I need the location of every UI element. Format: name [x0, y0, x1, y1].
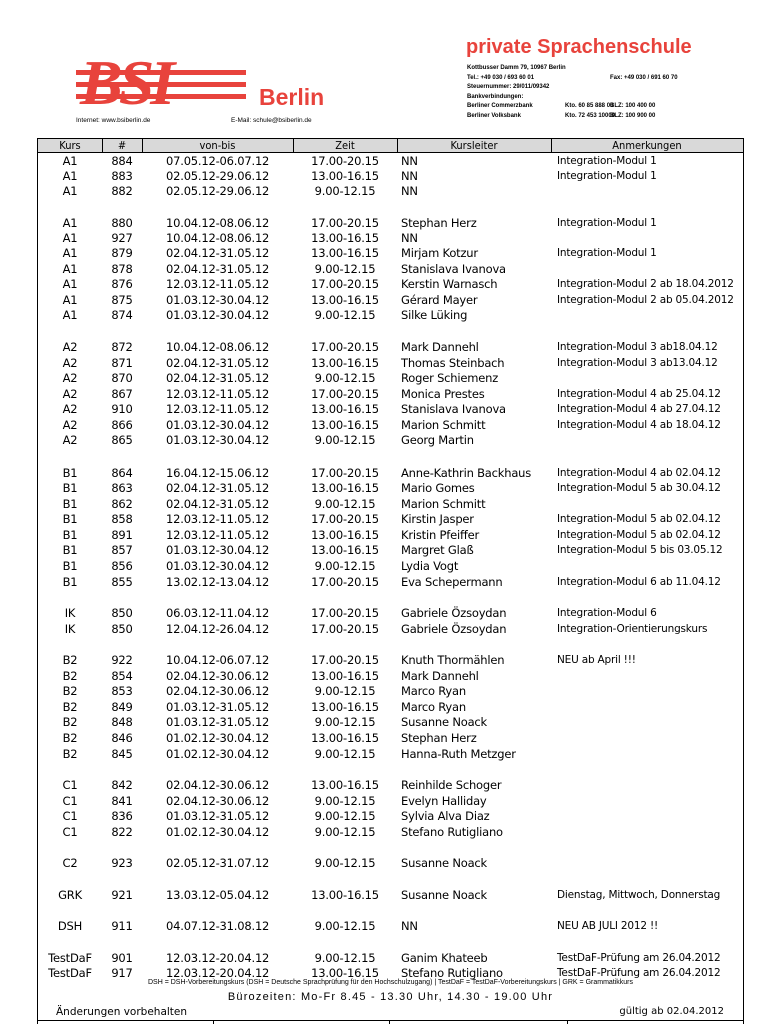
teacher-cell: Hanna-Ruth Metzger	[401, 747, 516, 761]
time-cell: 13.00-16.15	[311, 246, 379, 260]
time-cell: 13.00-16.15	[311, 356, 379, 370]
time-cell: 13.00-16.15	[311, 231, 379, 245]
kurs-cell: A1	[62, 308, 78, 322]
date-range-cell: 12.03.12-11.05.12	[166, 387, 270, 401]
teacher-cell: Silke Lüking	[401, 308, 468, 322]
teacher-cell: Marco Ryan	[401, 700, 466, 714]
course-number-cell: 875	[111, 293, 133, 307]
teacher-cell: Knuth Thormählen	[401, 653, 505, 667]
notes-cell: Integration-Modul 1	[557, 217, 657, 229]
notes-cell: Integration-Modul 4 ab 27.04.12	[557, 403, 721, 415]
kurs-cell: B1	[62, 575, 78, 589]
column-header-kurs: Kurs	[59, 139, 81, 152]
time-cell: 17.00-20.15	[311, 606, 379, 620]
teacher-cell: Marion Schmitt	[401, 497, 486, 511]
teacher-cell: Stefano Rutigliano	[401, 966, 503, 980]
teacher-cell: Kristin Pfeiffer	[401, 528, 480, 542]
course-number-cell: 856	[111, 559, 133, 573]
time-cell: 9.00-12.15	[314, 715, 376, 729]
time-cell: 9.00-12.15	[314, 794, 376, 808]
course-number-cell: 880	[111, 216, 133, 230]
time-cell: 17.00-20.15	[311, 622, 379, 636]
time-cell: 9.00-12.15	[314, 497, 376, 511]
teacher-cell: Stefano Rutigliano	[401, 825, 503, 839]
column-header-number: #	[117, 139, 127, 152]
date-range-cell: 01.03.12-31.05.12	[166, 700, 270, 714]
date-range-cell: 02.04.12-31.05.12	[166, 497, 270, 511]
bank2-name: Berliner Volksbank	[467, 112, 521, 119]
course-number-cell: 848	[111, 715, 133, 729]
date-range-cell: 16.04.12-15.06.12	[166, 466, 270, 480]
kurs-cell: C1	[62, 778, 78, 792]
time-cell: 9.00-12.15	[314, 262, 376, 276]
date-range-cell: 01.03.12-30.04.12	[166, 418, 270, 432]
date-range-cell: 10.04.12-08.06.12	[166, 231, 270, 245]
course-number-cell: 882	[111, 184, 133, 198]
time-cell: 17.00-20.15	[311, 512, 379, 526]
fax: Fax: +49 030 / 691 60 70	[610, 74, 678, 81]
time-cell: 9.00-12.15	[314, 308, 376, 322]
changes-note: Änderungen vorbehalten	[56, 1006, 188, 1018]
time-cell: 9.00-12.15	[314, 684, 376, 698]
teacher-cell: Reinhilde Schoger	[401, 778, 502, 792]
course-number-cell: 921	[111, 888, 133, 902]
teacher-cell: Susanne Noack	[401, 715, 488, 729]
street: Kottbusser Damm 79, 10967 Berlin	[467, 65, 566, 71]
footer-divider	[37, 1020, 38, 1024]
time-cell: 13.00-16.15	[311, 543, 379, 557]
kurs-cell: A1	[62, 246, 78, 260]
date-range-cell: 12.03.12-20.04.12	[166, 951, 270, 965]
date-range-cell: 02.04.12-30.06.12	[166, 669, 270, 683]
date-range-cell: 02.05.12-29.06.12	[166, 184, 270, 198]
footer-divider	[213, 1020, 214, 1024]
kurs-cell: B1	[62, 528, 78, 542]
teacher-cell: Anne-Kathrin Backhaus	[401, 466, 532, 480]
office-hours: Bürozeiten: Mo-Fr 8.45 - 13.30 Uhr, 14.30 - 19.00 Uhr	[227, 991, 554, 1003]
teacher-cell: NN	[401, 919, 418, 933]
course-number-cell: 850	[111, 606, 133, 620]
course-number-cell: 842	[111, 778, 133, 792]
date-range-cell: 02.04.12-31.05.12	[166, 356, 270, 370]
time-cell: 9.00-12.15	[314, 747, 376, 761]
bank1-kto: Kto. 60 85 888 00	[565, 103, 614, 109]
date-range-cell: 12.03.12-11.05.12	[166, 277, 270, 291]
date-range-cell: 07.05.12-06.07.12	[166, 154, 270, 168]
teacher-cell: Susanne Noack	[401, 888, 488, 902]
teacher-cell: Kirstin Jasper	[401, 512, 474, 526]
teacher-cell: Mark Dannehl	[401, 669, 479, 683]
kurs-cell: A1	[62, 169, 78, 183]
teacher-cell: NN	[401, 154, 418, 168]
kurs-cell: A1	[62, 184, 78, 198]
kurs-cell: B2	[62, 684, 78, 698]
teacher-cell: Georg Martin	[401, 433, 474, 447]
teacher-cell: Eva Schepermann	[401, 575, 503, 589]
kurs-cell: A2	[62, 371, 78, 385]
legend: DSH = DSH-Vorbereitungskurs (DSH = Deutsche Sprachprüfung für den Hochschulzugang) | TestDaF = TestDaF-Vorbereitungskurs | GRK = Grammatikkurs	[147, 979, 634, 986]
time-cell: 17.00-20.15	[311, 653, 379, 667]
course-number-cell: 923	[111, 856, 133, 870]
column-header-dates: von-bis	[199, 139, 236, 152]
course-number-cell: 911	[111, 919, 133, 933]
notes-cell: Integration-Orientierungskurs	[557, 623, 708, 635]
bank2-kto: Kto. 72 453 10000	[565, 112, 616, 119]
kurs-cell: C1	[62, 809, 78, 823]
course-number-cell: 867	[111, 387, 133, 401]
notes-cell: Integration-Modul 3 ab18.04.12	[557, 341, 718, 353]
bank1-blz: BLZ: 100 400 00	[610, 103, 656, 109]
date-range-cell: 02.04.12-31.05.12	[166, 481, 270, 495]
teacher-cell: Susanne Noack	[401, 856, 488, 870]
date-range-cell: 02.04.12-31.05.12	[166, 262, 270, 276]
time-cell: 13.00-16.15	[311, 888, 379, 902]
course-number-cell: 891	[111, 528, 133, 542]
date-range-cell: 12.03.12-11.05.12	[166, 512, 270, 526]
notes-cell: Dienstag, Mittwoch, Donnerstag	[557, 889, 721, 901]
notes-cell: NEU ab April !!!	[557, 654, 636, 666]
date-range-cell: 01.03.12-30.04.12	[166, 293, 270, 307]
course-number-cell: 863	[111, 481, 133, 495]
course-number-cell: 855	[111, 575, 133, 589]
course-number-cell: 917	[111, 966, 133, 980]
time-cell: 13.00-16.15	[311, 293, 379, 307]
course-number-cell: 871	[111, 356, 133, 370]
kurs-cell: TestDaF	[48, 951, 92, 965]
time-cell: 9.00-12.15	[314, 856, 376, 870]
column-header-time: Zeit	[335, 139, 355, 152]
teacher-cell: Stephan Herz	[401, 216, 477, 230]
teacher-cell: Gérard Mayer	[401, 293, 478, 307]
time-cell: 13.00-16.15	[311, 481, 379, 495]
tax-number: Steuernummer: 29/011/09342	[467, 84, 550, 90]
valid-from: gültig ab 02.04.2012	[619, 1006, 724, 1017]
time-cell: 17.00-20.15	[311, 575, 379, 589]
time-cell: 13.00-16.15	[311, 669, 379, 683]
teacher-cell: NN	[401, 184, 418, 198]
course-number-cell: 910	[111, 402, 133, 416]
date-range-cell: 01.02.12-30.04.12	[166, 731, 270, 745]
notes-cell: Integration-Modul 3 ab13.04.12	[557, 357, 718, 369]
time-cell: 13.00-16.15	[311, 418, 379, 432]
teacher-cell: Lydia Vogt	[401, 559, 459, 573]
footer-divider	[389, 1020, 390, 1024]
email-address: E-Mail: schule@bsiberlin.de	[231, 117, 312, 124]
course-number-cell: 822	[111, 825, 133, 839]
kurs-cell: B1	[62, 543, 78, 557]
course-number-cell: 876	[111, 277, 133, 291]
kurs-cell: GRK	[58, 888, 82, 902]
date-range-cell: 10.04.12-06.07.12	[166, 653, 270, 667]
date-range-cell: 01.03.12-30.04.12	[166, 559, 270, 573]
time-cell: 17.00-20.15	[311, 387, 379, 401]
date-range-cell: 10.04.12-08.06.12	[166, 216, 270, 230]
kurs-cell: A1	[62, 154, 78, 168]
course-number-cell: 879	[111, 246, 133, 260]
teacher-cell: NN	[401, 169, 418, 183]
date-range-cell: 01.03.12-31.05.12	[166, 809, 270, 823]
course-number-cell: 865	[111, 433, 133, 447]
course-number-cell: 845	[111, 747, 133, 761]
column-header-teacher: Kursleiter	[450, 139, 498, 152]
date-range-cell: 04.07.12-31.08.12	[166, 919, 270, 933]
teacher-cell: Roger Schiemenz	[401, 371, 499, 385]
notes-cell: Integration-Modul 4 ab 25.04.12	[557, 388, 721, 400]
notes-cell: Integration-Modul 6	[557, 607, 657, 619]
bank-title: Bankverbindungen:	[467, 93, 524, 100]
kurs-cell: B1	[62, 497, 78, 511]
logo-text: BSI	[80, 52, 172, 108]
time-cell: 13.00-16.15	[311, 700, 379, 714]
date-range-cell: 02.04.12-30.06.12	[166, 778, 270, 792]
kurs-cell: B1	[62, 559, 78, 573]
date-range-cell: 02.04.12-30.06.12	[166, 794, 270, 808]
kurs-cell: B2	[62, 669, 78, 683]
kurs-cell: B1	[62, 466, 78, 480]
bank2-blz: BLZ: 100 900 00	[610, 112, 656, 119]
teacher-cell: Stanislava Ivanova	[401, 262, 506, 276]
kurs-cell: A1	[62, 231, 78, 245]
date-range-cell: 12.03.12-11.05.12	[166, 402, 270, 416]
notes-cell: Integration-Modul 1	[557, 155, 657, 167]
date-range-cell: 13.03.12-05.04.12	[166, 888, 270, 902]
course-number-cell: 857	[111, 543, 133, 557]
course-number-cell: 870	[111, 371, 133, 385]
kurs-cell: A1	[62, 277, 78, 291]
teacher-cell: Mirjam Kotzur	[401, 246, 478, 260]
date-range-cell: 02.05.12-29.06.12	[166, 169, 270, 183]
notes-cell: Integration-Modul 2 ab 18.04.2012	[557, 278, 734, 290]
course-number-cell: 927	[111, 231, 133, 245]
logo-city: Berlin	[259, 84, 325, 110]
teacher-cell: Thomas Steinbach	[401, 356, 505, 370]
internet-address: Internet: www.bsiberlin.de	[76, 117, 151, 124]
kurs-cell: IK	[64, 606, 76, 620]
notes-cell: Integration-Modul 2 ab 05.04.2012	[557, 294, 734, 306]
column-header-notes: Anmerkungen	[612, 139, 682, 152]
kurs-cell: A2	[62, 340, 78, 354]
time-cell: 17.00-20.15	[311, 466, 379, 480]
time-cell: 13.00-16.15	[311, 528, 379, 542]
time-cell: 9.00-12.15	[314, 559, 376, 573]
notes-cell: Integration-Modul 1	[557, 247, 657, 259]
date-range-cell: 01.03.12-31.05.12	[166, 715, 270, 729]
course-number-cell: 846	[111, 731, 133, 745]
teacher-cell: Sylvia Alva Diaz	[401, 809, 490, 823]
course-number-cell: 901	[111, 951, 133, 965]
time-cell: 13.00-16.15	[311, 169, 379, 183]
teacher-cell: Marco Ryan	[401, 684, 466, 698]
date-range-cell: 02.05.12-31.07.12	[166, 856, 270, 870]
time-cell: 9.00-12.15	[314, 825, 376, 839]
course-number-cell: 872	[111, 340, 133, 354]
date-range-cell: 01.03.12-30.04.12	[166, 543, 270, 557]
course-number-cell: 862	[111, 497, 133, 511]
notes-cell: Integration-Modul 5 ab 30.04.12	[557, 482, 721, 494]
course-number-cell: 864	[111, 466, 133, 480]
course-number-cell: 841	[111, 794, 133, 808]
teacher-cell: NN	[401, 231, 418, 245]
teacher-cell: Kerstin Warnasch	[401, 277, 498, 291]
kurs-cell: B2	[62, 731, 78, 745]
course-number-cell: 878	[111, 262, 133, 276]
time-cell: 13.00-16.15	[311, 966, 379, 980]
course-number-cell: 854	[111, 669, 133, 683]
teacher-cell: Mario Gomes	[401, 481, 475, 495]
kurs-cell: A2	[62, 418, 78, 432]
teacher-cell: Gabriele Özsoydan	[401, 606, 507, 620]
phone: Tel.: +49 030 / 693 60 01	[467, 74, 535, 81]
footer-divider	[567, 1020, 568, 1024]
notes-cell: Integration-Modul 5 ab 02.04.12	[557, 529, 721, 541]
kurs-cell: A1	[62, 293, 78, 307]
time-cell: 9.00-12.15	[314, 371, 376, 385]
kurs-cell: C1	[62, 825, 78, 839]
notes-cell: Integration-Modul 4 ab 02.04.12	[557, 467, 721, 479]
course-number-cell: 866	[111, 418, 133, 432]
course-number-cell: 836	[111, 809, 133, 823]
time-cell: 13.00-16.15	[311, 778, 379, 792]
time-cell: 9.00-12.15	[314, 809, 376, 823]
kurs-cell: B2	[62, 700, 78, 714]
date-range-cell: 10.04.12-08.06.12	[166, 340, 270, 354]
kurs-cell: IK	[64, 622, 76, 636]
teacher-cell: Mark Dannehl	[401, 340, 479, 354]
course-number-cell: 922	[111, 653, 133, 667]
date-range-cell: 01.02.12-30.04.12	[166, 747, 270, 761]
kurs-cell: A2	[62, 402, 78, 416]
kurs-cell: B1	[62, 481, 78, 495]
teacher-cell: Stephan Herz	[401, 731, 477, 745]
date-range-cell: 02.04.12-30.06.12	[166, 684, 270, 698]
course-number-cell: 850	[111, 622, 133, 636]
date-range-cell: 02.04.12-31.05.12	[166, 371, 270, 385]
date-range-cell: 01.03.12-30.04.12	[166, 308, 270, 322]
date-range-cell: 12.03.12-20.04.12	[166, 966, 270, 980]
notes-cell: Integration-Modul 5 ab 02.04.12	[557, 513, 721, 525]
notes-cell: Integration-Modul 4 ab 18.04.12	[557, 419, 721, 431]
kurs-cell: A1	[62, 216, 78, 230]
teacher-cell: Stanislava Ivanova	[401, 402, 506, 416]
notes-cell: Integration-Modul 5 bis 03.05.12	[557, 544, 723, 556]
time-cell: 9.00-12.15	[314, 433, 376, 447]
notes-cell: NEU AB JULI 2012 !!	[557, 920, 658, 932]
kurs-cell: A1	[62, 262, 78, 276]
kurs-cell: B1	[62, 512, 78, 526]
kurs-cell: A2	[62, 387, 78, 401]
date-range-cell: 13.02.12-13.04.12	[166, 575, 270, 589]
time-cell: 13.00-16.15	[311, 402, 379, 416]
teacher-cell: Ganim Khateeb	[401, 951, 488, 965]
time-cell: 9.00-12.15	[314, 184, 376, 198]
date-range-cell: 01.02.12-30.04.12	[166, 825, 270, 839]
kurs-cell: C1	[62, 794, 78, 808]
bank1-name: Berliner Commerzbank	[467, 103, 533, 109]
time-cell: 17.00-20.15	[311, 154, 379, 168]
teacher-cell: Margret Glaß	[401, 543, 474, 557]
teacher-cell: Monica Prestes	[401, 387, 485, 401]
course-number-cell: 883	[111, 169, 133, 183]
date-range-cell: 02.04.12-31.05.12	[166, 246, 270, 260]
teacher-cell: Gabriele Özsoydan	[401, 622, 507, 636]
kurs-cell: B2	[62, 715, 78, 729]
date-range-cell: 12.03.12-11.05.12	[166, 528, 270, 542]
kurs-cell: C2	[62, 856, 78, 870]
school-name: private Sprachenschule	[466, 36, 692, 58]
time-cell: 9.00-12.15	[314, 919, 376, 933]
kurs-cell: A2	[62, 356, 78, 370]
notes-cell: Integration-Modul 1	[557, 170, 657, 182]
notes-cell: Integration-Modul 6 ab 11.04.12	[557, 576, 721, 588]
time-cell: 17.00-20.15	[311, 277, 379, 291]
notes-cell: TestDaF-Prüfung am 26.04.2012	[557, 952, 721, 964]
address-block	[467, 64, 697, 121]
time-cell: 13.00-16.15	[311, 731, 379, 745]
date-range-cell: 12.04.12-26.04.12	[166, 622, 270, 636]
kurs-cell: B2	[62, 747, 78, 761]
time-cell: 9.00-12.15	[314, 951, 376, 965]
footer-divider	[743, 1020, 744, 1024]
footer-divider	[37, 1020, 744, 1021]
time-cell: 17.00-20.15	[311, 340, 379, 354]
bsi-logo	[76, 52, 246, 108]
kurs-cell: A2	[62, 433, 78, 447]
kurs-cell: B2	[62, 653, 78, 667]
course-number-cell: 858	[111, 512, 133, 526]
course-number-cell: 884	[111, 154, 133, 168]
kurs-cell: DSH	[57, 919, 83, 933]
time-cell: 17.00-20.15	[311, 216, 379, 230]
course-number-cell: 849	[111, 700, 133, 714]
course-number-cell: 874	[111, 308, 133, 322]
teacher-cell: Marion Schmitt	[401, 418, 486, 432]
kurs-cell: TestDaF	[48, 966, 92, 980]
teacher-cell: Evelyn Halliday	[401, 794, 487, 808]
date-range-cell: 06.03.12-11.04.12	[166, 606, 270, 620]
course-number-cell: 853	[111, 684, 133, 698]
date-range-cell: 01.03.12-30.04.12	[166, 433, 270, 447]
notes-cell: TestDaF-Prüfung am 26.04.2012	[557, 967, 721, 979]
